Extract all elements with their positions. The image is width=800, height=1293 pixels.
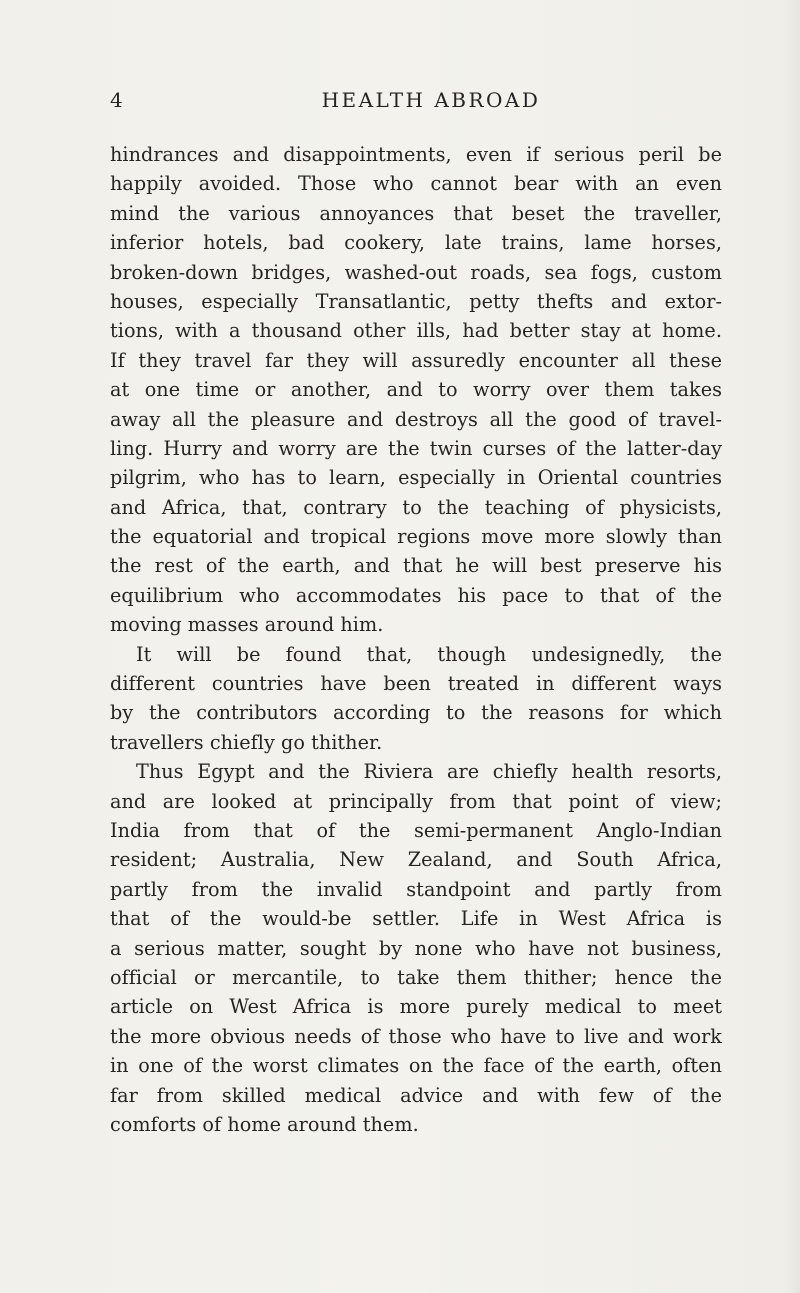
text-line: in one of the worst climates on the face of the earth, often xyxy=(110,1054,722,1078)
text-line: India from that of the semi-permanent Anglo-Indian xyxy=(110,818,722,842)
text-line: at one time or another, and to worry over them takes xyxy=(110,378,722,402)
body-text xyxy=(110,140,722,1139)
paragraph-start-line: It will be found that, though undesignedly, the xyxy=(136,642,722,666)
text-line: houses, especially Transatlantic, petty thefts and extor- xyxy=(110,289,722,313)
page-number: 4 xyxy=(110,88,123,112)
text-line: away all the pleasure and destroys all the good of travel- xyxy=(110,407,722,431)
text-line: broken-down bridges, washed-out roads, sea fogs, custom xyxy=(110,260,722,284)
text-line: that of the would-be settler. Life in West Africa is xyxy=(110,907,722,931)
text-line: and Africa, that, contrary to the teaching of physicists, xyxy=(110,495,722,519)
text-line: tions, with a thousand other ills, had better stay at home. xyxy=(110,319,722,343)
text-line: equilibrium who accommodates his pace to that of the xyxy=(110,583,722,607)
page-edge-shadow xyxy=(786,0,800,1293)
paragraph-end-line: comforts of home around them. xyxy=(110,1112,419,1136)
text-line: ling. Hurry and worry are the twin curses of the latter-day xyxy=(110,436,722,460)
text-line: happily avoided. Those who cannot bear with an even xyxy=(110,172,722,196)
text-line: the equatorial and tropical regions move more slowly than xyxy=(110,525,722,549)
text-line: a serious matter, sought by none who have not business, xyxy=(110,936,722,960)
text-line: official or mercantile, to take them thither; hence the xyxy=(110,965,722,989)
text-line: different countries have been treated in different ways xyxy=(110,672,722,696)
text-line: far from skilled medical advice and with few of the xyxy=(110,1083,722,1107)
paragraph-start-line: Thus Egypt and the Riviera are chiefly health resorts, xyxy=(136,760,722,784)
text-line: by the contributors according to the reasons for which xyxy=(110,701,722,725)
text-line: inferior hotels, bad cookery, late trains, lame horses, xyxy=(110,231,722,255)
text-line: If they travel far they will assuredly encounter all these xyxy=(110,348,722,372)
paragraph-end-line: travellers chiefly go thither. xyxy=(110,730,383,754)
text-line: article on West Africa is more purely medical to meet xyxy=(110,995,722,1019)
text-line: hindrances and disappointments, even if serious peril be xyxy=(110,143,722,166)
text-line: pilgrim, who has to learn, especially in Oriental countries xyxy=(110,466,722,490)
text-line: partly from the invalid standpoint and partly from xyxy=(110,877,722,901)
text-line: the more obvious needs of those who have to live and work xyxy=(110,1024,722,1048)
running-title: HEALTH ABROAD xyxy=(321,88,541,112)
running-head xyxy=(110,88,730,114)
text-line: and are looked at principally from that point of view; xyxy=(110,789,722,813)
text-line: mind the various annoyances that beset the traveller, xyxy=(110,201,722,225)
text-line: the rest of the earth, and that he will best preserve his xyxy=(110,554,722,578)
text-line: resident; Australia, New Zealand, and South Africa, xyxy=(110,848,722,872)
paragraph-end-line: moving masses around him. xyxy=(110,613,384,637)
